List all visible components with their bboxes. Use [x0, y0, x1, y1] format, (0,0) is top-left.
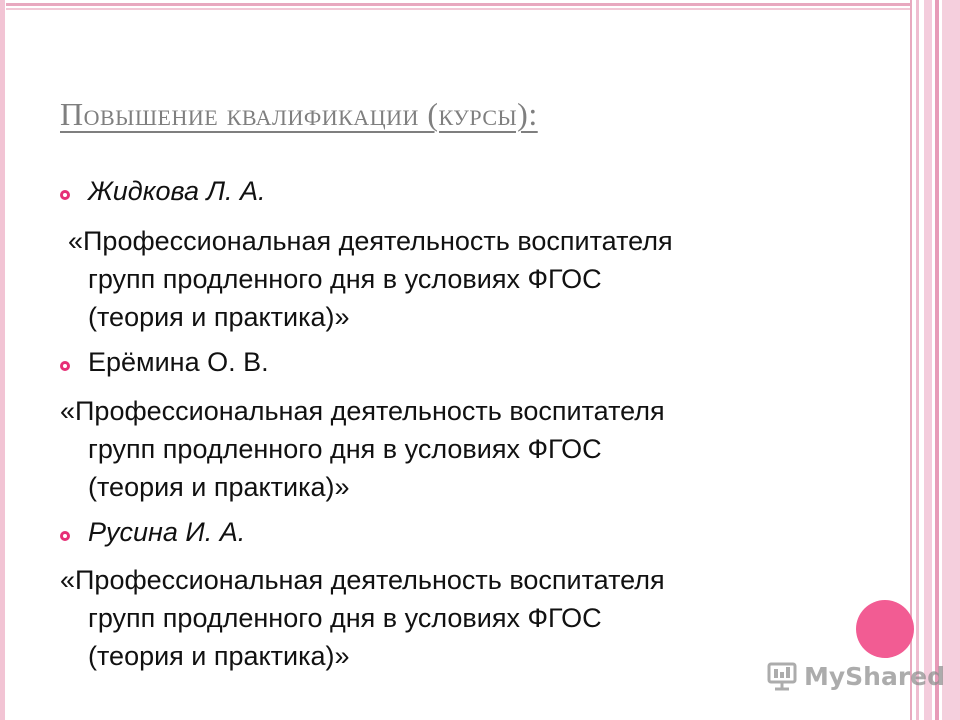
slide-title: Повышение квалификации (курсы):: [60, 96, 538, 132]
entry-name: Ерёмина О. В.: [88, 347, 269, 377]
course-line: «Профессиональная деятельность воспитателя: [68, 226, 673, 256]
entry-name: Жидкова Л. А.: [88, 176, 266, 206]
top-frame: [6, 0, 910, 12]
course-line: групп продленного дня в условиях ФГОС: [88, 603, 602, 633]
bullet-icon: [60, 531, 70, 541]
decorative-circle: [856, 600, 914, 658]
left-border: [0, 0, 5, 720]
bullet-icon: [60, 361, 70, 371]
presentation-board-icon: [766, 661, 798, 691]
course-line: (теория и практика)»: [88, 641, 350, 671]
course-line: (теория и практика)»: [88, 302, 350, 332]
course-line: групп продленного дня в условиях ФГОС: [88, 434, 602, 464]
watermark: [766, 658, 945, 694]
bullet-icon: [60, 190, 70, 200]
right-decorative-stripes: [910, 0, 960, 720]
entry-name: Русина И. А.: [88, 517, 246, 547]
course-line: (теория и практика)»: [88, 472, 350, 502]
course-line: «Профессиональная деятельность воспитателя: [60, 396, 665, 426]
watermark-brand: MyShared: [804, 661, 946, 691]
course-line: «Профессиональная деятельность воспитателя: [60, 565, 665, 595]
course-line: групп продленного дня в условиях ФГОС: [88, 264, 602, 294]
